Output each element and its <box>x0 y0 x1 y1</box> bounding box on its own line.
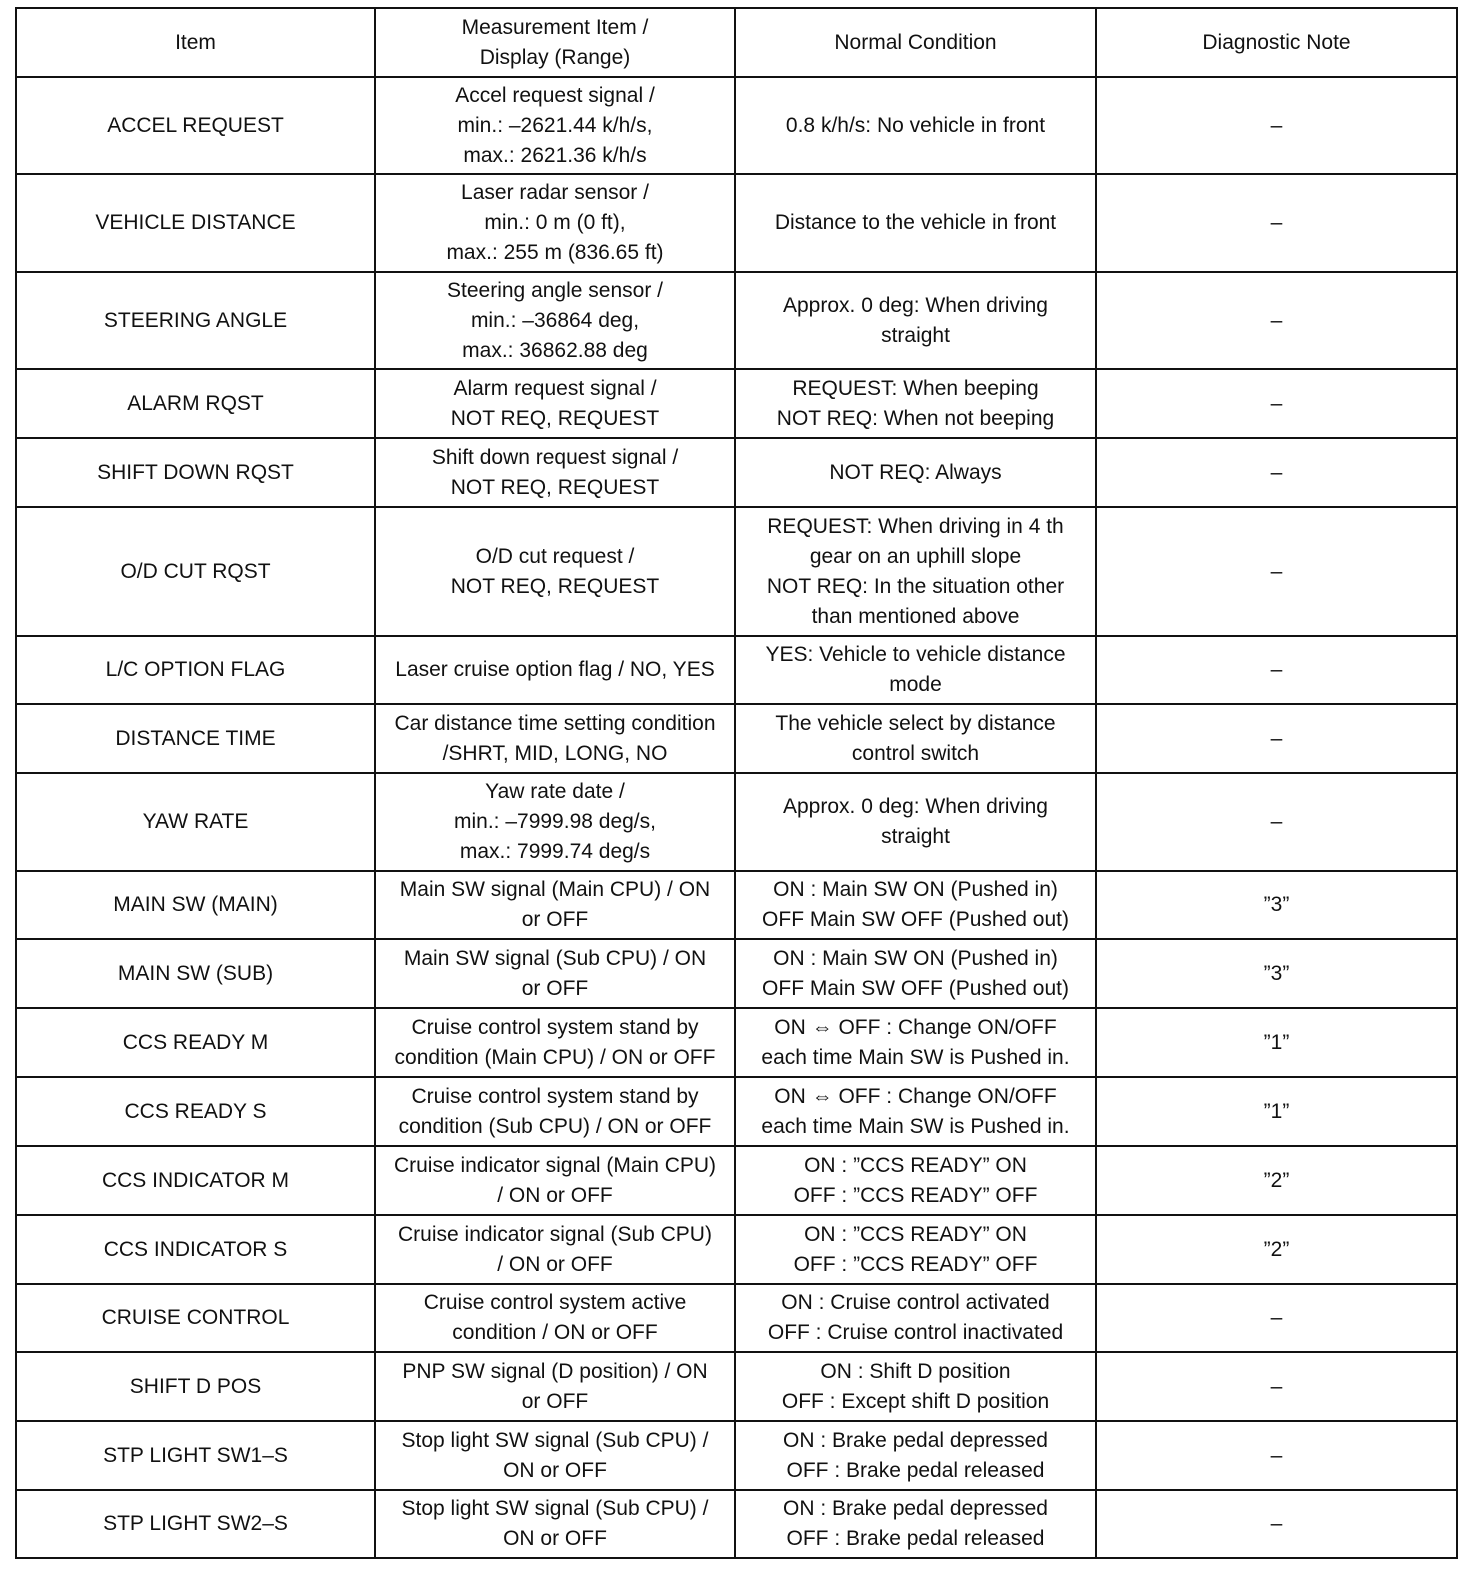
cell-normal-condition: ON ⇔ OFF : Change ON/OFF each time Main SW is Pushed in. <box>735 1077 1096 1146</box>
cell-normal-condition: YES: Vehicle to vehicle distance mode <box>735 636 1096 704</box>
cell-measurement: Cruise indicator signal (Sub CPU) / ON or OFF <box>375 1215 735 1284</box>
cell-measurement: Shift down request signal / NOT REQ, REQUEST <box>375 438 735 507</box>
cell-normal-condition: ON : Main SW ON (Pushed in) OFF Main SW OFF (Pushed out) <box>735 871 1096 939</box>
cell-diagnostic-note: – <box>1096 773 1457 871</box>
cell-measurement: Accel request signal / min.: –2621.44 k/h/s, max.: 2621.36 k/h/s <box>375 77 735 174</box>
cell-measurement: Cruise control system active condition / ON or OFF <box>375 1284 735 1352</box>
cell-normal-condition: ON : Brake pedal depressed OFF : Brake pedal released <box>735 1490 1096 1558</box>
cell-item: CCS INDICATOR S <box>16 1215 375 1284</box>
data-list-table <box>15 7 1458 1559</box>
cell-measurement: Main SW signal (Sub CPU) / ON or OFF <box>375 939 735 1008</box>
cell-normal-condition: Approx. 0 deg: When driving straight <box>735 272 1096 369</box>
cell-diagnostic-note: – <box>1096 438 1457 507</box>
cell-item: ALARM RQST <box>16 369 375 438</box>
cell-item: MAIN SW (SUB) <box>16 939 375 1008</box>
cell-diagnostic-note: – <box>1096 636 1457 704</box>
cell-normal-condition: REQUEST: When driving in 4 th gear on an uphill slope NOT REQ: In the situation other than mentioned above <box>735 507 1096 636</box>
cell-item: CCS INDICATOR M <box>16 1146 375 1215</box>
cell-measurement: Laser radar sensor / min.: 0 m (0 ft), max.: 255 m (836.65 ft) <box>375 174 735 272</box>
cell-item: DISTANCE TIME <box>16 704 375 773</box>
table-row <box>16 272 1457 369</box>
table-row <box>16 1215 1457 1284</box>
cell-measurement: Alarm request signal / NOT REQ, REQUEST <box>375 369 735 438</box>
table-header-row <box>16 8 1457 77</box>
table-row <box>16 1352 1457 1421</box>
cell-normal-condition: ON : Cruise control activated OFF : Cruise control inactivated <box>735 1284 1096 1352</box>
cell-normal-condition: REQUEST: When beeping NOT REQ: When not beeping <box>735 369 1096 438</box>
header-measurement-item: Measurement Item / Display (Range) <box>375 8 735 77</box>
table-row <box>16 1146 1457 1215</box>
table-row <box>16 369 1457 438</box>
table-row <box>16 704 1457 773</box>
cell-diagnostic-note: – <box>1096 272 1457 369</box>
cell-item: L/C OPTION FLAG <box>16 636 375 704</box>
cell-diagnostic-note: ”1” <box>1096 1077 1457 1146</box>
table-row <box>16 1421 1457 1490</box>
table-row <box>16 773 1457 871</box>
cell-normal-condition: ON : ”CCS READY” ON OFF : ”CCS READY” OFF <box>735 1146 1096 1215</box>
cell-diagnostic-note: ”2” <box>1096 1146 1457 1215</box>
cell-diagnostic-note: – <box>1096 1352 1457 1421</box>
cell-item: STP LIGHT SW1–S <box>16 1421 375 1490</box>
cell-normal-condition: ON ⇔ OFF : Change ON/OFF each time Main SW is Pushed in. <box>735 1008 1096 1077</box>
data-list-table-container <box>15 7 1456 1559</box>
cell-measurement: O/D cut request / NOT REQ, REQUEST <box>375 507 735 636</box>
cell-normal-condition: ON : Shift D position OFF : Except shift D position <box>735 1352 1096 1421</box>
cell-normal-condition: ON : ”CCS READY” ON OFF : ”CCS READY” OFF <box>735 1215 1096 1284</box>
cell-item: SHIFT DOWN RQST <box>16 438 375 507</box>
cell-measurement: Car distance time setting condition /SHRT, MID, LONG, NO <box>375 704 735 773</box>
table-row <box>16 507 1457 636</box>
cell-diagnostic-note: ”3” <box>1096 871 1457 939</box>
cell-item: MAIN SW (MAIN) <box>16 871 375 939</box>
table-row <box>16 1077 1457 1146</box>
cell-item: YAW RATE <box>16 773 375 871</box>
table-row <box>16 939 1457 1008</box>
table-row <box>16 636 1457 704</box>
cell-normal-condition: Approx. 0 deg: When driving straight <box>735 773 1096 871</box>
cell-item: ACCEL REQUEST <box>16 77 375 174</box>
cell-item: CRUISE CONTROL <box>16 1284 375 1352</box>
table-row <box>16 1284 1457 1352</box>
cell-diagnostic-note: ”3” <box>1096 939 1457 1008</box>
cell-normal-condition: NOT REQ: Always <box>735 438 1096 507</box>
table-row <box>16 1490 1457 1558</box>
table-row <box>16 438 1457 507</box>
cell-diagnostic-note: ”2” <box>1096 1215 1457 1284</box>
cell-normal-condition: Distance to the vehicle in front <box>735 174 1096 272</box>
table-row <box>16 174 1457 272</box>
cell-measurement: Cruise indicator signal (Main CPU) / ON or OFF <box>375 1146 735 1215</box>
table-row <box>16 1008 1457 1077</box>
cell-diagnostic-note: – <box>1096 1490 1457 1558</box>
cell-item: CCS READY M <box>16 1008 375 1077</box>
cell-diagnostic-note: – <box>1096 1421 1457 1490</box>
header-normal-condition: Normal Condition <box>735 8 1096 77</box>
cell-measurement: PNP SW signal (D position) / ON or OFF <box>375 1352 735 1421</box>
cell-diagnostic-note: – <box>1096 1284 1457 1352</box>
cell-item: SHIFT D POS <box>16 1352 375 1421</box>
cell-normal-condition: The vehicle select by distance control switch <box>735 704 1096 773</box>
cell-measurement: Cruise control system stand by condition (Main CPU) / ON or OFF <box>375 1008 735 1077</box>
cell-item: O/D CUT RQST <box>16 507 375 636</box>
cell-measurement: Cruise control system stand by condition (Sub CPU) / ON or OFF <box>375 1077 735 1146</box>
cell-diagnostic-note: – <box>1096 704 1457 773</box>
cell-normal-condition: ON : Brake pedal depressed OFF : Brake pedal released <box>735 1421 1096 1490</box>
cell-item: STP LIGHT SW2–S <box>16 1490 375 1558</box>
table-row <box>16 871 1457 939</box>
header-diagnostic-note: Diagnostic Note <box>1096 8 1457 77</box>
cell-measurement: Main SW signal (Main CPU) / ON or OFF <box>375 871 735 939</box>
cell-item: VEHICLE DISTANCE <box>16 174 375 272</box>
cell-item: CCS READY S <box>16 1077 375 1146</box>
cell-measurement: Stop light SW signal (Sub CPU) / ON or OFF <box>375 1421 735 1490</box>
cell-diagnostic-note: – <box>1096 369 1457 438</box>
cell-item: STEERING ANGLE <box>16 272 375 369</box>
cell-diagnostic-note: – <box>1096 507 1457 636</box>
cell-diagnostic-note: ”1” <box>1096 1008 1457 1077</box>
table-row <box>16 77 1457 174</box>
cell-normal-condition: 0.8 k/h/s: No vehicle in front <box>735 77 1096 174</box>
cell-measurement: Steering angle sensor / min.: –36864 deg, max.: 36862.88 deg <box>375 272 735 369</box>
header-item: Item <box>16 8 375 77</box>
cell-measurement: Stop light SW signal (Sub CPU) / ON or OFF <box>375 1490 735 1558</box>
cell-normal-condition: ON : Main SW ON (Pushed in) OFF Main SW OFF (Pushed out) <box>735 939 1096 1008</box>
cell-diagnostic-note: – <box>1096 77 1457 174</box>
cell-measurement: Laser cruise option flag / NO, YES <box>375 636 735 704</box>
cell-diagnostic-note: – <box>1096 174 1457 272</box>
cell-measurement: Yaw rate date / min.: –7999.98 deg/s, max.: 7999.74 deg/s <box>375 773 735 871</box>
